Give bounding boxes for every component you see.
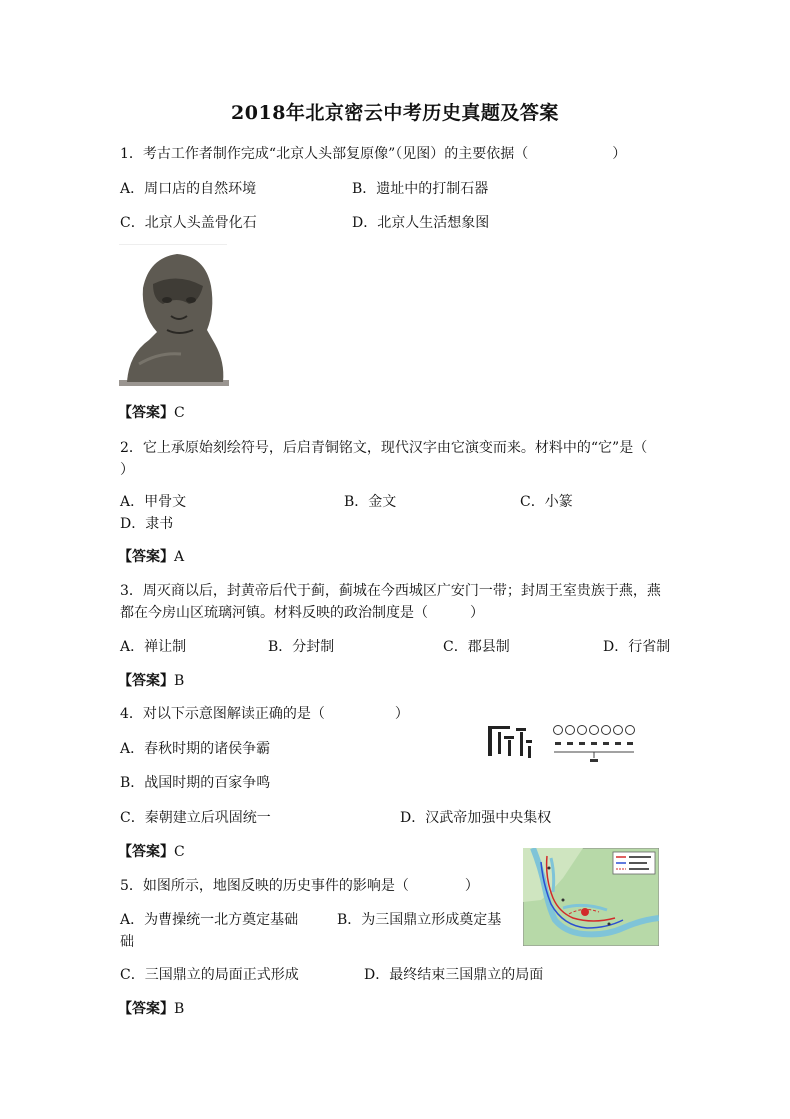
question-3-option-b: B．分封制 xyxy=(268,639,335,655)
question-3-option-a: A．禅让制 xyxy=(120,639,187,655)
question-2-stem-line-2: ） xyxy=(120,462,134,478)
script-unification-diagram xyxy=(484,718,654,770)
question-5-option-b-wrap: 础 xyxy=(120,934,134,950)
question-2-option-c: C．小篆 xyxy=(520,494,573,510)
question-3-stem-line-1: 3．周灭商以后，封黄帝后代于蓟，蓟城在今西城区广安门一带；封周王室贵族于燕，燕 xyxy=(120,583,661,599)
question-5-option-a: A．为曹操统一北方奠定基础 xyxy=(120,912,299,928)
answer-value: B xyxy=(174,673,185,689)
question-3-option-c: C．郡县制 xyxy=(443,639,510,655)
battle-map-image xyxy=(523,848,659,946)
question-5-stem: 5．如图所示，地图反映的历史事件的影响是（ ） xyxy=(120,878,479,894)
question-1-option-a: A．周口店的自然环境 xyxy=(120,181,257,197)
question-4-option-a: A．春秋时期的诸侯争霸 xyxy=(120,741,271,757)
question-2-option-d: D．隶书 xyxy=(120,516,174,532)
question-5-option-d: D．最终结束三国鼎立的局面 xyxy=(364,967,544,983)
peking-man-bust-image xyxy=(119,244,229,386)
question-2-option-b: B．金文 xyxy=(344,494,397,510)
question-1-option-c: C．北京人头盖骨化石 xyxy=(120,215,257,231)
question-3-answer xyxy=(118,670,184,690)
question-4-stem: 4．对以下示意图解读正确的是（ ） xyxy=(120,706,409,722)
question-5-answer xyxy=(118,998,184,1018)
question-1-answer xyxy=(118,402,185,422)
question-3-option-d: D．行省制 xyxy=(603,639,671,655)
answer-label: 【答案】 xyxy=(118,844,174,860)
question-2-stem-line-1: 2．它上承原始刻绘符号，后启青铜铭文，现代汉字由它演变而来。材料中的“它”是（ xyxy=(120,440,648,456)
question-3-stem-line-2: 都在今房山区琉璃河镇。材料反映的政治制度是（ ） xyxy=(120,605,484,621)
question-4-option-b: B．战国时期的百家争鸣 xyxy=(120,775,271,791)
question-2-option-a: A．甲骨文 xyxy=(120,494,187,510)
document-title: 2018年北京密云中考历史真题及答案 xyxy=(231,102,559,124)
answer-label: 【答案】 xyxy=(118,673,174,689)
question-1-option-d: D．北京人生活想象图 xyxy=(352,215,490,231)
answer-label: 【答案】 xyxy=(118,549,174,565)
question-1-option-b: B．遗址中的打制石器 xyxy=(352,181,489,197)
question-4-answer xyxy=(118,841,185,861)
question-4-option-c: C．秦朝建立后巩固统一 xyxy=(120,810,271,826)
answer-value: A xyxy=(174,549,185,565)
question-1-stem: 1．考古工作者制作完成“北京人头部复原像”（见图）的主要依据（ ） xyxy=(120,146,627,162)
question-4-option-d: D．汉武帝加强中央集权 xyxy=(400,810,552,826)
question-5-option-c: C．三国鼎立的局面正式形成 xyxy=(120,967,299,983)
question-5-option-b: B．为三国鼎立形成奠定基 xyxy=(337,912,502,928)
answer-value: B xyxy=(174,1001,185,1017)
answer-value: C xyxy=(174,844,185,860)
question-2-answer xyxy=(118,546,184,566)
answer-label: 【答案】 xyxy=(118,405,174,421)
answer-label: 【答案】 xyxy=(118,1001,174,1017)
answer-value: C xyxy=(174,405,185,421)
